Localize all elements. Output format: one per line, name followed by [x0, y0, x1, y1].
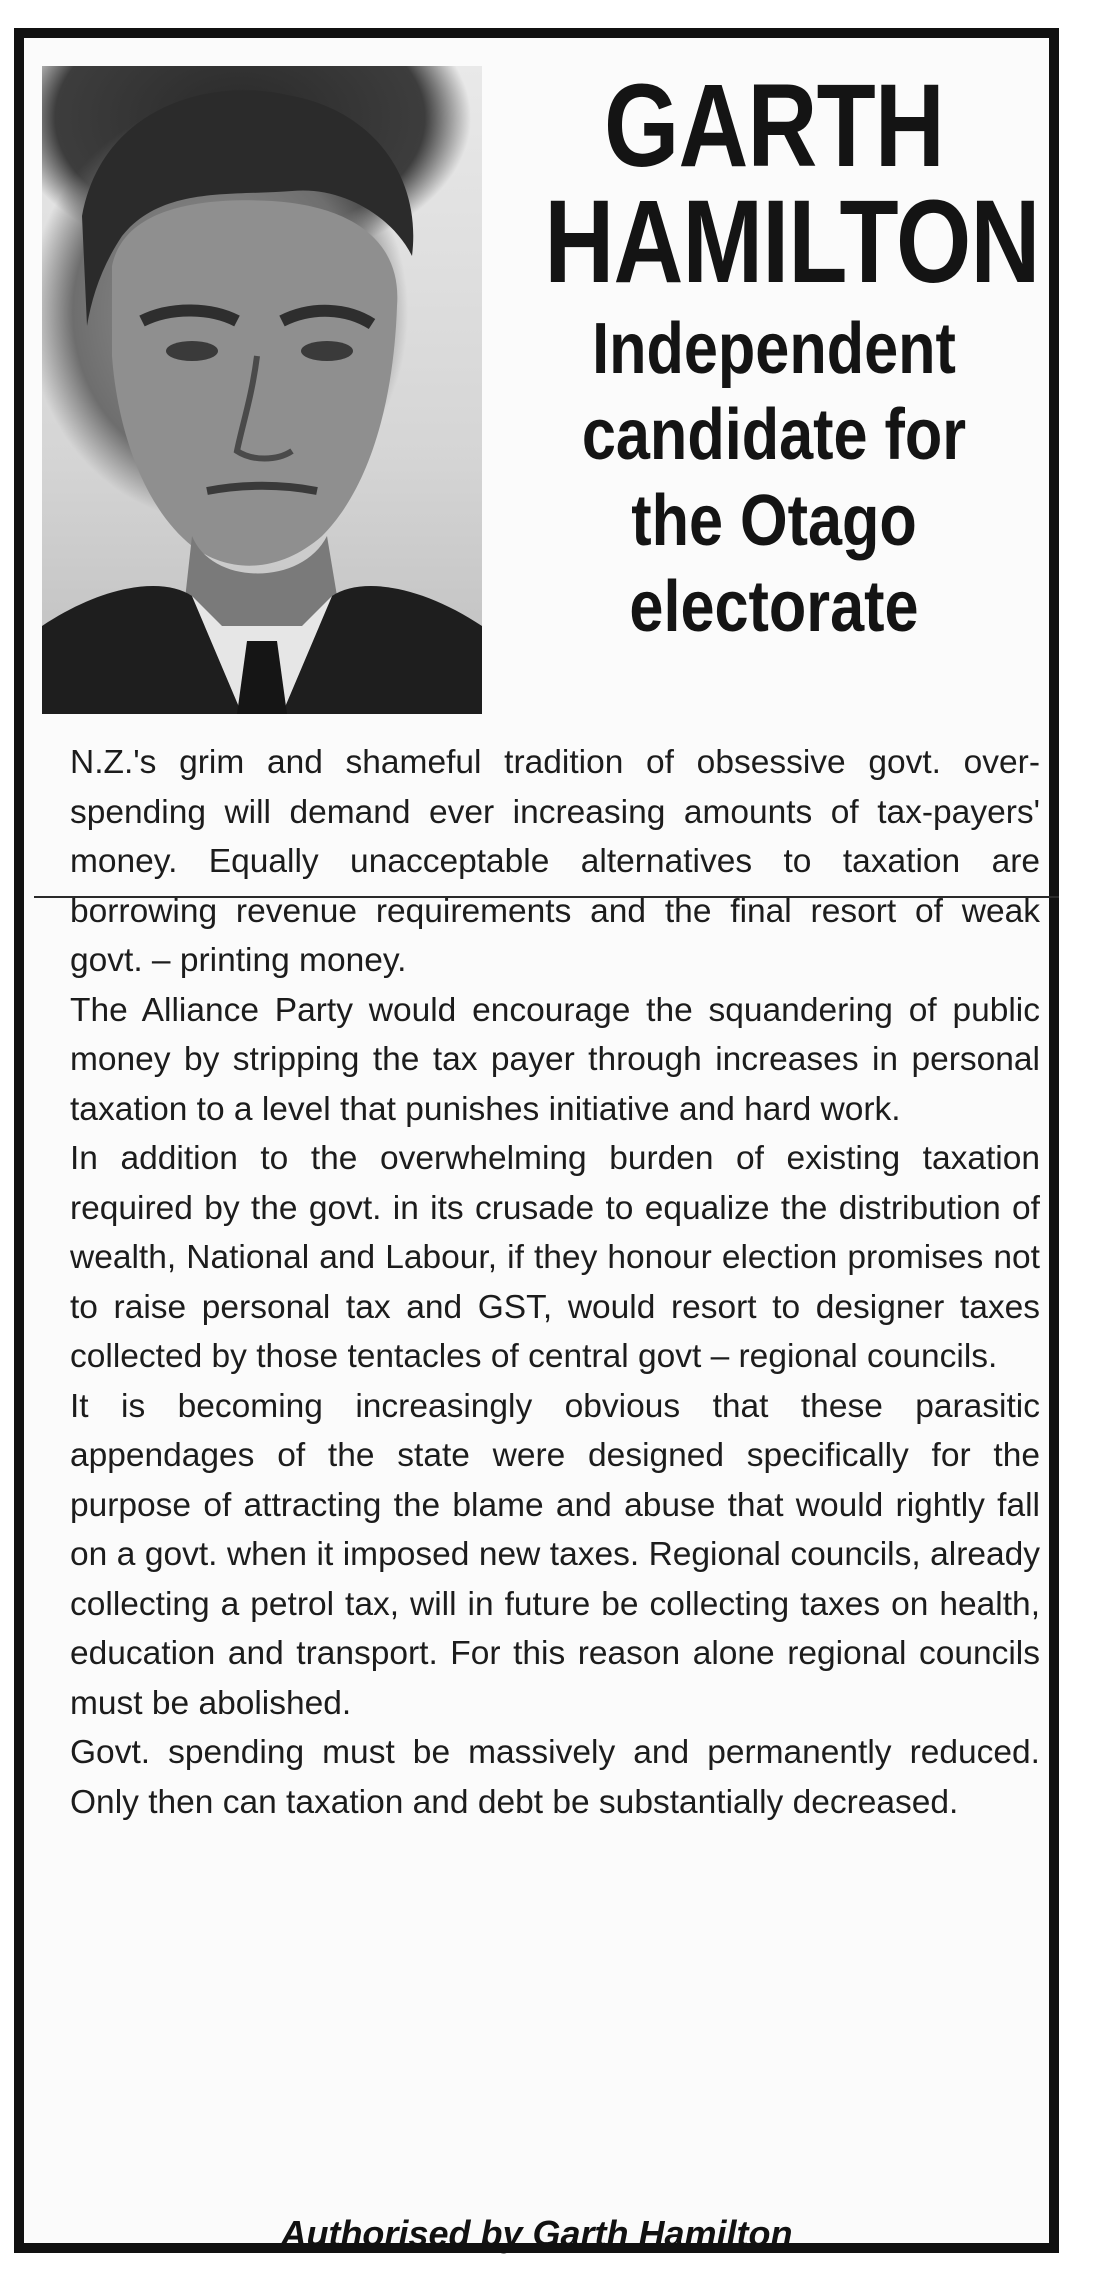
candidate-last-name: HAMILTON	[544, 176, 1040, 308]
body-paragraph: It is becoming increasingly obvious that these parasitic appendages of the state were designed specifically for the purpose of attracting the blame and abuse that would rightly fall on a govt. when it imposed new taxes. Regional councils, already collecting a petrol tax, will in future be collecting taxes on health, education and transport. For this reason alone regional councils must be abolished.	[70, 1387, 1040, 1722]
body-paragraph: In addition to the overwhelming burden of existing taxation required by the govt. in its crusade to equalize the distribution of wealth, National and Labour, if they honour election promises not to raise personal tax and GST, would resort to designer taxes collected by those tentacles of central govt – regional councils.	[70, 1140, 1040, 1375]
authorisation-line: Authorised by Garth Hamilton	[280, 2213, 793, 2254]
candidate-first-name: GARTH	[604, 60, 944, 192]
advertisement-frame	[14, 28, 1059, 2253]
subtitle-line-4: electorate	[629, 567, 919, 647]
subtitle-line-3: the Otago	[631, 481, 917, 561]
body-paragraph: N.Z.'s grim and shameful tradition of obsessive govt. over-spending will demand ever increasing amounts of tax-payers' money. Equally unacceptable alternatives to taxation are borrowing revenue requirements and the final resort of weak govt. – printing money.	[70, 744, 1040, 979]
subtitle-line-2: candidate for	[581, 395, 967, 475]
portrait-illustration	[42, 66, 482, 714]
body-paragraph: Govt. spending must be massively and permanently reduced. Only then can taxation and debt be substantially decreased.	[70, 1734, 1040, 1821]
subtitle-line-1: Independent	[592, 309, 956, 389]
advert-body-text	[70, 738, 1040, 1827]
advert-heading	[494, 60, 1054, 650]
body-paragraph: The Alliance Party would encourage the squandering of public money by stripping the tax payer through increases in personal taxation to a level that punishes initiative and hard work.	[70, 991, 1040, 1128]
candidate-portrait-photo	[42, 66, 482, 714]
